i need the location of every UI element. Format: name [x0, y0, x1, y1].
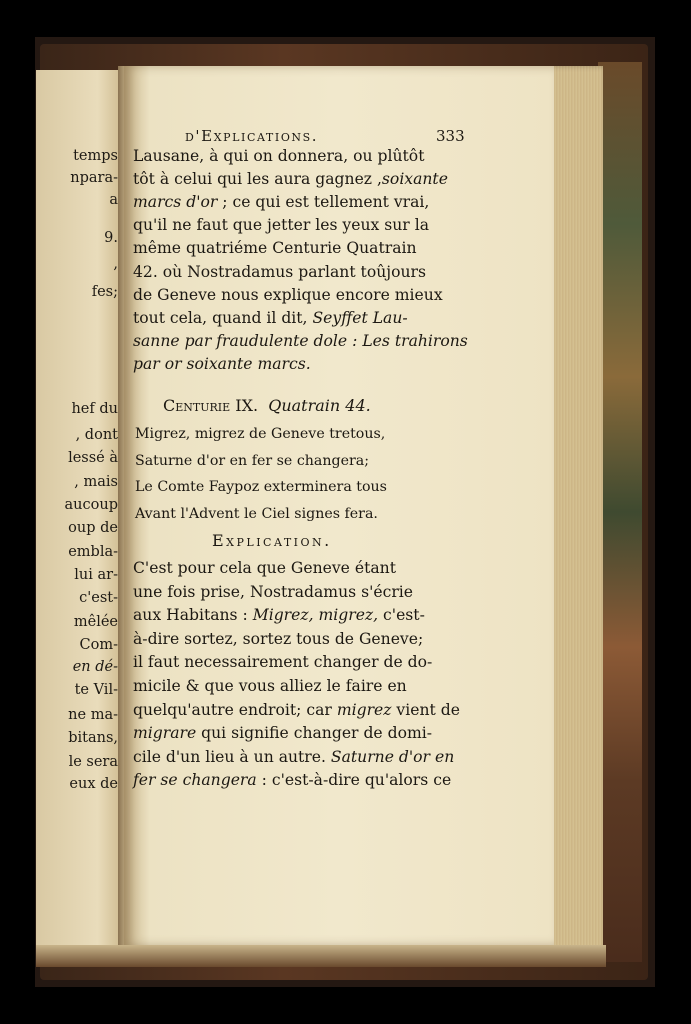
- left-page-fragment: npara-: [70, 170, 118, 186]
- text-segment: Lausane, à qui on donnera, ou plûtôt: [133, 147, 425, 165]
- left-page-fragment: mêlée: [73, 614, 118, 630]
- left-page-fragment: temps: [73, 148, 118, 164]
- verse-line: Migrez, migrez de Geneve tretous,: [135, 426, 386, 442]
- text-segment: même quatriéme Centurie Quatrain: [133, 239, 417, 258]
- text-segment: migrez: [336, 700, 392, 719]
- paragraph-2-line: [133, 559, 396, 577]
- paragraph-2-line: [133, 606, 425, 624]
- running-head: d'Explications.: [185, 127, 319, 145]
- paragraph-2-line: [133, 677, 407, 695]
- left-page-fragment: oup de: [68, 520, 118, 536]
- left-page-fragment: Com-: [79, 637, 118, 653]
- left-page-fragment: hef du: [71, 401, 118, 417]
- left-page-fragment: eux de: [69, 776, 118, 792]
- paragraph-1-line: [133, 239, 417, 257]
- paragraph-1-line: [133, 309, 408, 327]
- text-segment: tout cela, quand il dit,: [133, 308, 313, 327]
- text-segment: marcs d'or: [133, 193, 218, 212]
- text-segment: 42. où Nostradamus parlant toûjours: [133, 262, 426, 281]
- verse-line: Saturne d'or en fer se changera;: [135, 452, 370, 469]
- text-segment: qu'il ne faut que jetter les yeux sur la: [133, 216, 429, 235]
- text-segment: migrare: [133, 724, 197, 743]
- left-page-fragment: , dont: [75, 427, 118, 443]
- paragraph-1-line: [133, 332, 468, 350]
- paragraph-1-line: [133, 170, 448, 188]
- text-segment: c'est-: [378, 606, 425, 625]
- paragraph-2-line: [133, 653, 432, 671]
- left-page-fragment: aucoup: [64, 497, 118, 513]
- text-segment: Saturne d'or en: [330, 747, 455, 766]
- text-segment: Migrez, migrez,: [252, 606, 379, 625]
- paragraph-2-line: [133, 583, 413, 601]
- left-page-fragment: fes;: [91, 284, 118, 300]
- text-segment: tôt à celui qui les aura gagnez ,: [133, 170, 382, 189]
- paragraph-1-line: [133, 193, 429, 211]
- left-page-fragment: c'est-: [79, 590, 118, 606]
- text-segment: sanne par fraudulente dole : Les trahirons: [133, 331, 468, 350]
- text-segment: qui signifie changer de domi-: [196, 724, 433, 743]
- left-page-fragment: 9.: [104, 230, 118, 246]
- paragraph-1-line: [133, 263, 426, 281]
- text-segment: à-dire sortez, sortez tous de Geneve;: [133, 629, 424, 648]
- text-segment: C'est pour cela que Geneve étant: [133, 559, 396, 577]
- text-segment: ; ce qui est tellement vrai,: [217, 193, 430, 212]
- left-page-fragment: ,: [113, 256, 118, 272]
- paragraph-2-line: [133, 630, 423, 648]
- marbled-edge: [598, 62, 642, 962]
- text-segment: micile & que vous alliez le faire en: [133, 677, 407, 695]
- paragraph-2-line: [133, 724, 432, 742]
- section-heading: [163, 396, 371, 415]
- text-segment: de Geneve nous explique encore mieux: [133, 285, 443, 304]
- left-page-fragment: lui ar-: [74, 567, 118, 583]
- text-segment: vient de: [391, 700, 460, 719]
- left-page-fragment: ne ma-: [68, 707, 118, 723]
- section-heading-suffix: Quatrain 44.: [268, 396, 371, 415]
- paragraph-1-line: [133, 355, 311, 373]
- paragraph-2-line: [133, 771, 451, 789]
- text-segment: aux Habitans :: [133, 606, 253, 625]
- text-segment: Seyffet Lau-: [312, 308, 408, 327]
- left-page: [36, 70, 124, 945]
- left-page-fragment: a: [109, 192, 118, 208]
- paragraph-1-line: [133, 216, 429, 234]
- text-segment: soixante: [381, 170, 448, 189]
- text-segment: une fois prise, Nostradamus s'écrie: [133, 582, 413, 601]
- page-number: 333: [436, 127, 465, 145]
- paragraph-2-line: [133, 701, 460, 719]
- verse-line: Le Comte Faypoz exterminera tous: [135, 479, 387, 495]
- left-page-fragment: embla-: [68, 544, 118, 560]
- book-bottom-edge: [36, 945, 606, 967]
- section-heading-prefix: Centurie IX.: [163, 396, 259, 415]
- left-page-fragment: le sera: [68, 754, 118, 770]
- text-segment: : c'est-à-dire qu'alors ce: [256, 771, 452, 790]
- paragraph-1-line: [133, 286, 443, 304]
- explication-heading: Explication.: [212, 531, 332, 550]
- left-page-fragment: en dé-: [72, 659, 118, 675]
- paragraph-2-line: [133, 748, 454, 766]
- text-segment: cile d'un lieu à un autre.: [133, 747, 331, 766]
- left-page-fragment: bitans,: [68, 730, 118, 746]
- left-page-fragment: , mais: [74, 474, 118, 490]
- left-page-fragment: te Vil-: [74, 682, 118, 698]
- text-segment: quelqu'autre endroit; car: [133, 700, 337, 719]
- verse-line: Avant l'Advent le Ciel signes fera.: [135, 505, 378, 522]
- left-page-fragment: lessé à: [68, 450, 118, 466]
- text-segment: il faut necessairement changer de do-: [133, 653, 433, 672]
- text-segment: par or soixante marcs.: [133, 354, 311, 373]
- text-segment: fer se changera: [133, 771, 257, 790]
- paragraph-1-line: [133, 147, 424, 165]
